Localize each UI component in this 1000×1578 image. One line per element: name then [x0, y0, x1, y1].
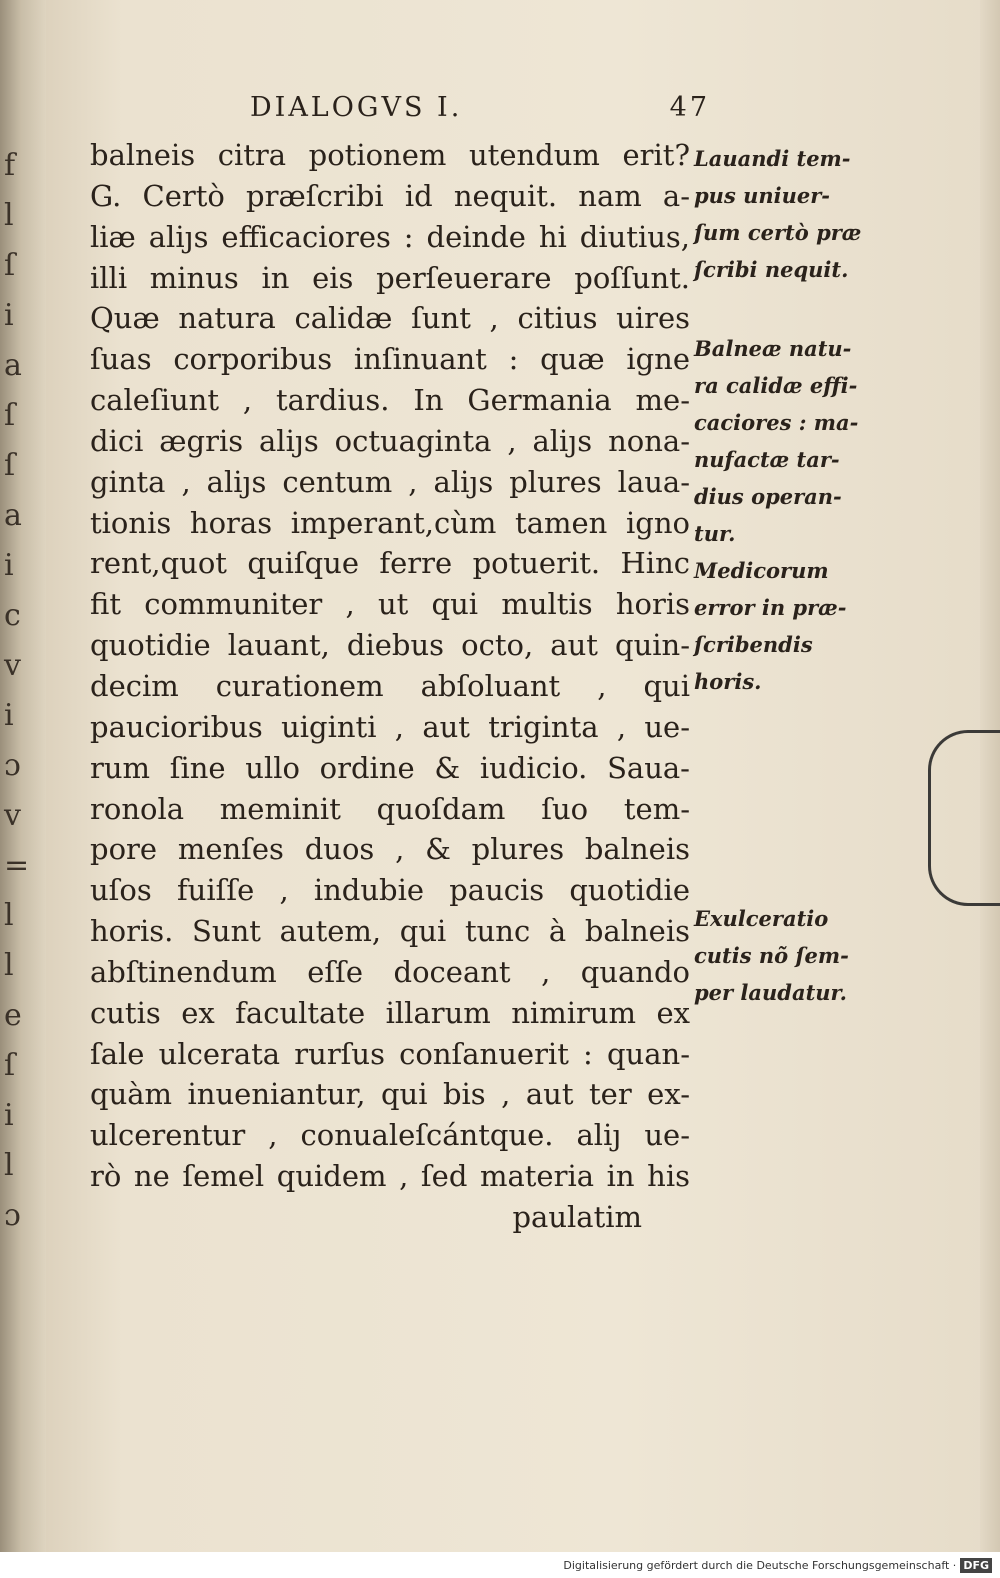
text-line: rum ſine ullo ordine & iudicio. Saua-: [90, 750, 690, 785]
gutter-letter: ſ: [4, 248, 16, 283]
text-line: abſtinendum eſſe doceant , quando: [90, 954, 690, 989]
marginal-note-line: Lauandi tem-: [694, 146, 851, 171]
marginal-note-line: ſcribi nequit.: [694, 257, 849, 282]
gutter-letter: l: [4, 898, 14, 933]
marginal-note-line: Exulceratio: [694, 906, 829, 931]
dfg-logo: DFG: [960, 1558, 992, 1573]
marginal-note-line: cutis nõ ſem-: [694, 943, 849, 968]
text-line: G. Certò præſcribi id nequit. nam a-: [90, 178, 690, 213]
text-line: pore menſes duos , & plures balneis: [90, 832, 690, 867]
running-head-title: DIALOGVS I.: [250, 92, 463, 123]
text-line: fit communiter , ut qui multis horis: [90, 587, 690, 622]
gutter-letter: i: [4, 298, 14, 333]
text-line: ulcerentur , conualeſcántque. aliȷ ue-: [90, 1118, 690, 1153]
gutter-letter: l: [4, 948, 14, 983]
gutter-letter: v: [4, 648, 21, 683]
marginal-note-line: Balneæ natu-: [694, 336, 852, 361]
page-clip-icon: [928, 730, 1000, 906]
text-line: dici ægris aliȷs octuaginta , aliȷs nona-: [90, 423, 690, 458]
text-line: horis. Sunt autem, qui tunc à balneis: [90, 914, 690, 949]
gutter-letter: l: [4, 198, 14, 233]
gutter-letter: ſ: [4, 448, 16, 483]
marginal-note-line: tur.: [694, 521, 736, 546]
marginal-note-line: error in præ-: [694, 595, 847, 620]
text-line: ſale ulcerata rurſus conſanuerit : quan-: [90, 1036, 690, 1071]
marginal-note-line: dius operan-: [694, 484, 842, 509]
text-line: rent,quot quiſque ferre potuerit. Hinc: [90, 546, 690, 581]
text-line: quotidie lauant, diebus octo, aut quin-: [90, 628, 690, 663]
gutter-letter: ſ: [4, 398, 16, 433]
marginal-note-3: [694, 552, 874, 700]
text-line: paucioribus uiginti , aut triginta , ue-: [90, 709, 690, 744]
text-line: quàm inueniantur, qui bis , aut ter ex-: [90, 1077, 690, 1112]
text-line: Quæ natura calidæ ſunt , citius uires: [90, 301, 690, 336]
gutter-letter: i: [4, 698, 14, 733]
previous-page-gutter: [0, 0, 46, 1552]
gutter-letter: ſ: [4, 1048, 16, 1083]
text-line: caleſiunt , tardius. In Germania me-: [90, 383, 690, 418]
gutter-letter: i: [4, 548, 14, 583]
marginal-note-line: ſcribendis: [694, 632, 813, 657]
gutter-letter: ɔ: [4, 748, 21, 783]
text-line: paulatim: [512, 1199, 642, 1234]
funding-credit: Digitalisierung gefördert durch die Deutsche Forschungsgemeinschaft ·: [563, 1558, 957, 1572]
marginal-note-line: per laudatur.: [694, 980, 847, 1005]
marginal-note-line: ſum certò præ: [694, 220, 862, 245]
text-line: ginta , aliȷs centum , aliȷs plures laua-: [90, 464, 690, 499]
text-line: decim curationem abſoluant , qui: [90, 668, 690, 703]
marginal-note-line: pus uniuer-: [694, 183, 831, 208]
marginal-note-1: [694, 140, 874, 288]
gutter-letter: l: [4, 1148, 14, 1183]
text-line: ſuas corporibus inſinuant : quæ igne: [90, 342, 690, 377]
marginal-note-line: Medicorum: [694, 558, 829, 583]
marginal-note-4: [694, 900, 874, 1011]
text-line: cutis ex facultate illarum nimirum ex: [90, 995, 690, 1030]
gutter-letter: ɔ: [4, 1198, 21, 1233]
gutter-letter: v: [4, 798, 21, 833]
digitization-footer: [0, 1552, 1000, 1578]
running-head: [250, 92, 710, 123]
page-number: 47: [669, 92, 710, 123]
gutter-letter-fragments: [4, 150, 38, 1232]
text-line: liæ aliȷs efficaciores : deinde hi diutius,: [90, 219, 690, 254]
gutter-letter: a: [4, 498, 22, 533]
gutter-letter: a: [4, 348, 22, 383]
gutter-letter: c: [4, 598, 21, 633]
text-line: uſos fuiſſe , indubie paucis quotidie: [90, 873, 690, 908]
marginal-note-2: [694, 330, 874, 552]
marginal-note-line: horis.: [694, 669, 762, 694]
main-text-block: [90, 135, 690, 1238]
marginal-note-line: caciores : ma-: [694, 410, 859, 435]
text-line: ronola meminit quoſdam ſuo tem-: [90, 791, 690, 826]
gutter-letter: =: [4, 848, 30, 883]
text-line: rò ne ſemel quidem , ſed materia in his: [90, 1159, 690, 1194]
text-line: illi minus in eis perſeuerare poſſunt.: [90, 260, 690, 295]
marginal-note-line: nufactæ tar-: [694, 447, 840, 472]
gutter-letter: e: [4, 998, 22, 1033]
marginal-note-line: ra calidæ effi-: [694, 373, 858, 398]
gutter-letter: f: [4, 148, 16, 183]
gutter-letter: i: [4, 1098, 14, 1133]
text-line: tionis horas imperant,cùm tamen igno: [90, 505, 690, 540]
text-line: balneis citra potionem utendum erit?: [90, 138, 690, 172]
